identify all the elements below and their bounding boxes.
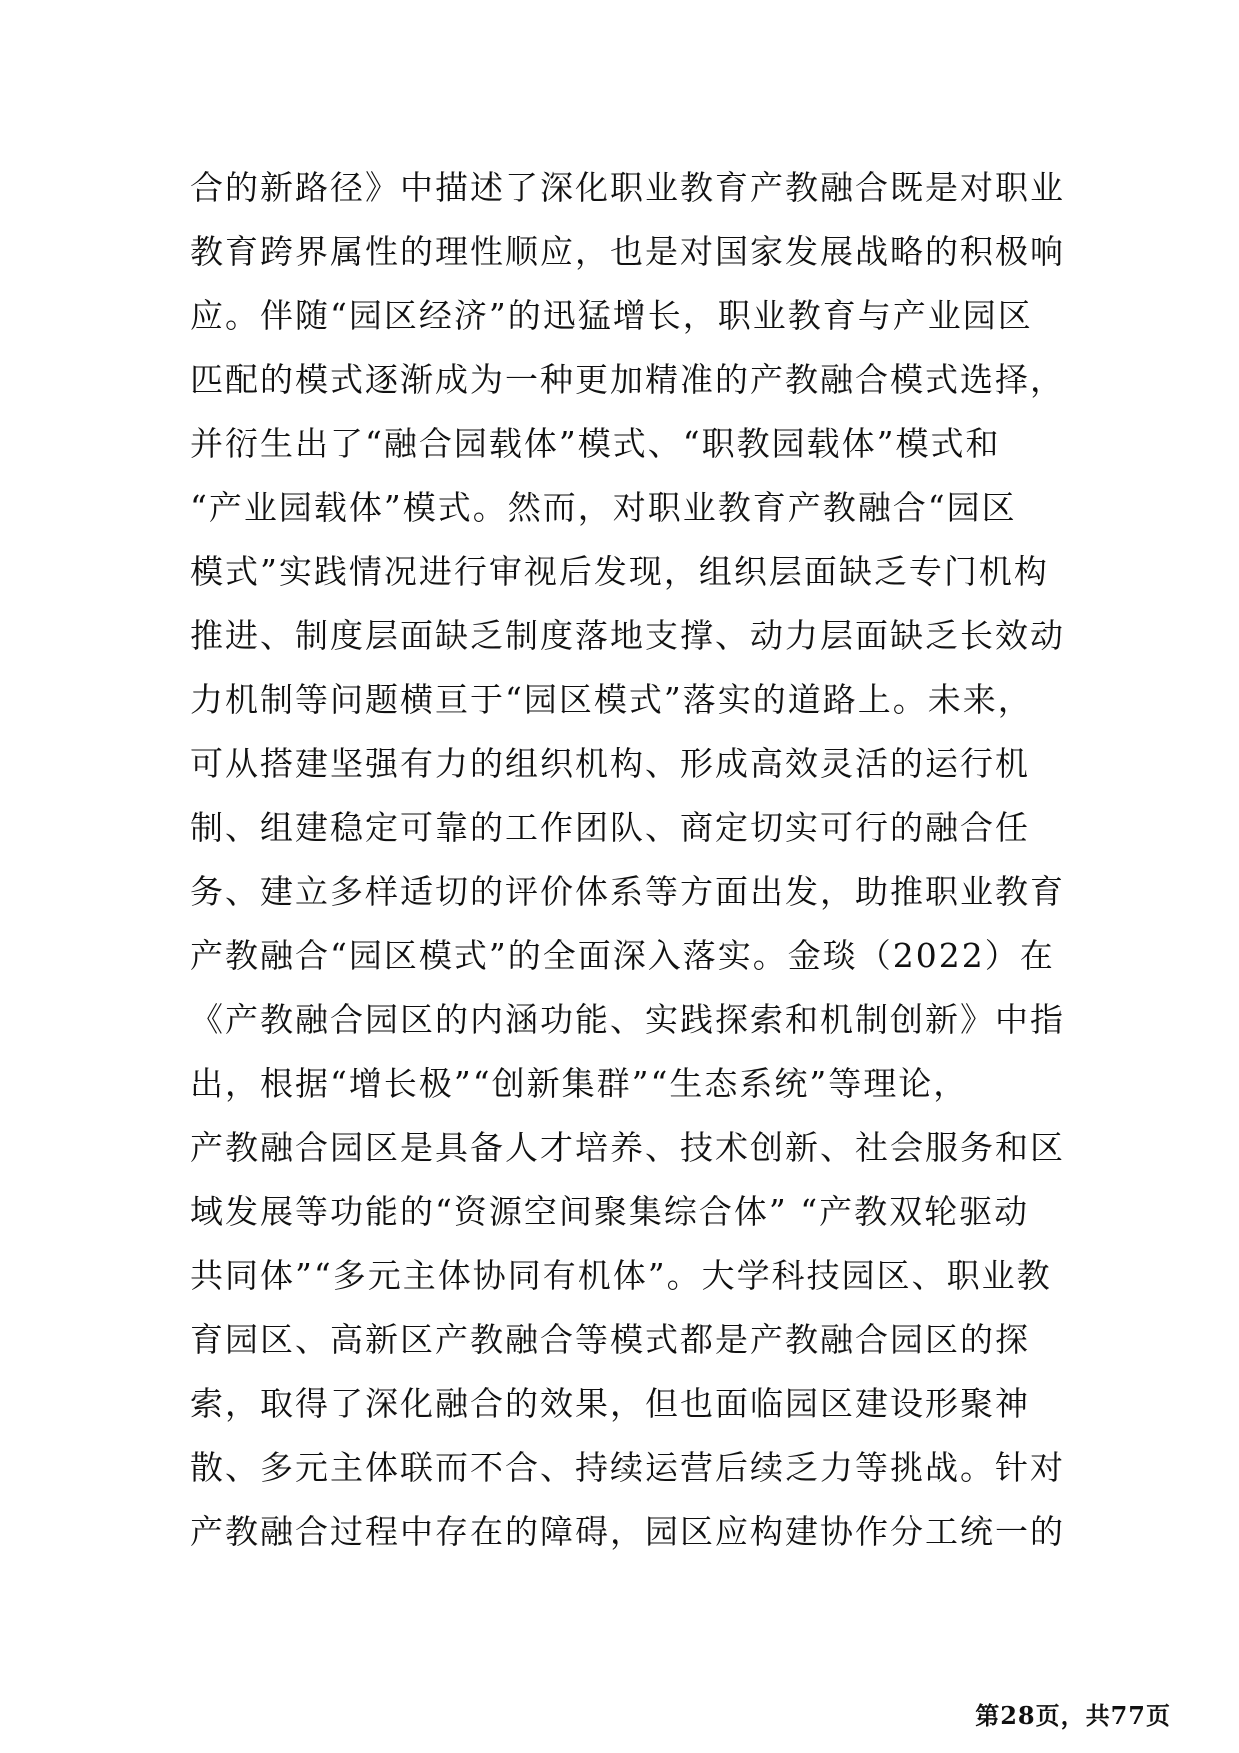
page-number: 第28页，共77页 [975, 1701, 1171, 1730]
text-line: 推进、制度层面缺乏制度落地支撑、动力层面缺乏长效动 [190, 616, 1065, 655]
text-line: 合的新路径》中描述了深化职业教育产教融合既是对职业 [190, 168, 1065, 207]
text-line: 产教融合“园区模式”的全面深入落实。金琰（2022）在 [190, 936, 1055, 975]
text-line: 索，取得了深化融合的效果，但也面临园区建设形聚神 [190, 1384, 1030, 1423]
text-line: 制、组建稳定可靠的工作团队、商定切实可行的融合任 [190, 808, 1030, 847]
text-line: 应。伴随“园区经济”的迅猛增长，职业教育与产业园区 [190, 296, 1033, 335]
text-line: 域发展等功能的“资源空间聚集综合体” “产教双轮驱动 [190, 1192, 1030, 1231]
body-text [190, 156, 1070, 1564]
text-line: “产业园载体”模式。然而，对职业教育产教融合“园区 [190, 488, 1017, 527]
text-line: 可从搭建坚强有力的组织机构、形成高效灵活的运行机 [190, 744, 1030, 783]
text-line: 产教融合过程中存在的障碍，园区应构建协作分工统一的 [190, 1512, 1065, 1551]
text-line: 产教融合园区是具备人才培养、技术创新、社会服务和区 [190, 1128, 1065, 1167]
text-line: 出，根据“增长极”“创新集群”“生态系统”等理论， [190, 1064, 969, 1103]
text-line: 务、建立多样适切的评价体系等方面出发，助推职业教育 [190, 872, 1065, 911]
text-line: 教育跨界属性的理性顺应，也是对国家发展战略的积极响 [190, 232, 1065, 271]
text-line: 散、多元主体联而不合、持续运营后续乏力等挑战。针对 [190, 1448, 1065, 1487]
text-line: 匹配的模式逐渐成为一种更加精准的产教融合模式选择， [190, 360, 1065, 399]
text-line: 共同体”“多元主体协同有机体”。大学科技园区、职业教 [190, 1256, 1052, 1295]
text-line: 模式”实践情况进行审视后发现，组织层面缺乏专门机构 [190, 552, 1049, 591]
text-line: 育园区、高新区产教融合等模式都是产教融合园区的探 [190, 1320, 1030, 1359]
text-line: 力机制等问题横亘于“园区模式”落实的道路上。未来， [190, 680, 1033, 719]
text-line: 并衍生出了“融合园载体”模式、“职教园载体”模式和 [190, 424, 1001, 463]
text-line: 《产教融合园区的内涵功能、实践探索和机制创新》中指 [190, 1000, 1065, 1039]
